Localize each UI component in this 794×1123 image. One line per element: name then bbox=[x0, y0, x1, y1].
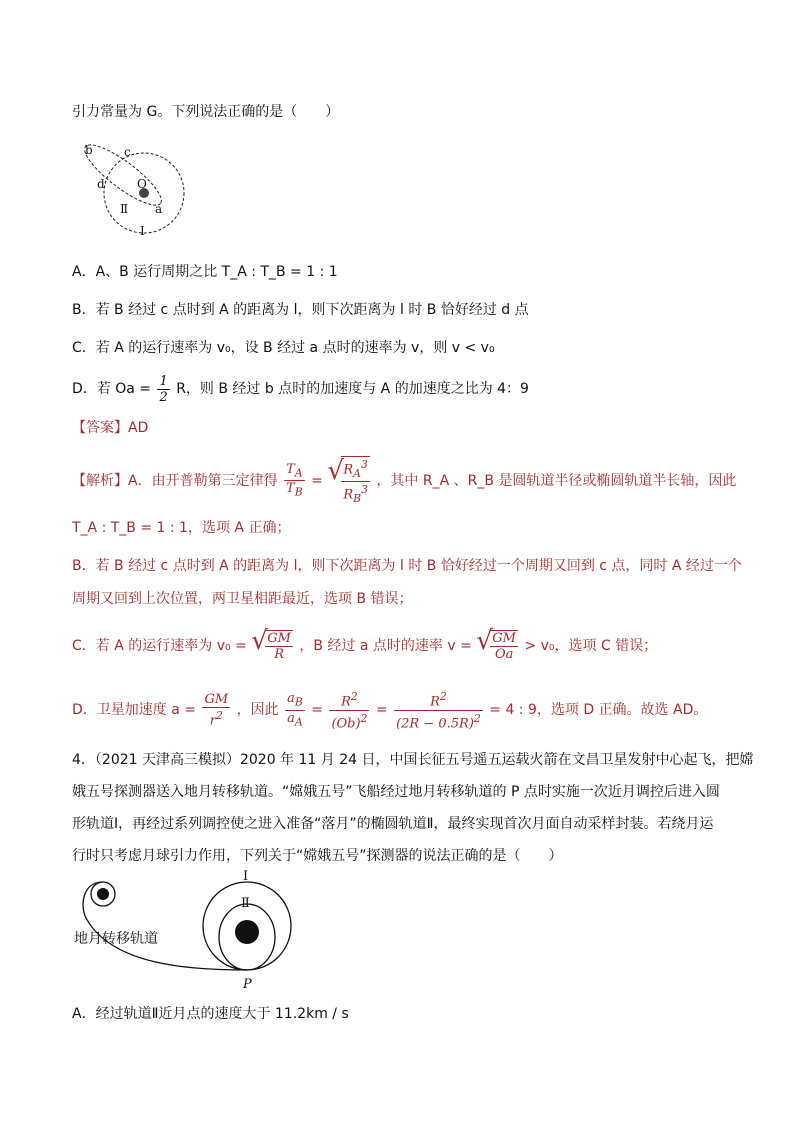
label-orbit-II-q4: Ⅱ bbox=[241, 896, 250, 911]
label-a: a bbox=[155, 202, 163, 216]
analysis-B-line2: 周期又回到上次位置，两卫星相距最近，选项 B 错误； bbox=[72, 591, 413, 607]
answer: 【答案】AD bbox=[72, 420, 149, 436]
question-stem-tail: 引力常量为 G。下列说法正确的是（ ） bbox=[72, 104, 340, 120]
label-b: b bbox=[85, 143, 93, 157]
q4-line1: 4．（2021 天津高三模拟）2020 年 11 月 24 日，中国长征五号遥五运载火箭在文昌卫星发射中心起飞，把嫦 bbox=[72, 752, 754, 768]
analysis-D-line: D．卫星加速度 a = $\frac{GM}{r^2}$ ，因此 $\frac{a_B}{a_A}$ = $\frac{R^2}{(Ob)^2}$ = $\frac{R^2}{(2R - 0.5R)^2}$ = 4 : 9，选项 D 正确。故选 AD。 bbox=[72, 690, 708, 731]
analysis-C-pre: C．若 A 的运行速率为 v₀ = bbox=[72, 638, 247, 654]
q4-line3: 形轨道Ⅰ，再经过系列调控使之进入准备“落月”的椭圆轨道Ⅱ，最终实现首次月面自动采样封装。若绕月运 bbox=[72, 816, 714, 832]
option-B: B．若 B 经过 c 点时到 A 的距离为 l，则下次距离为 l 时 B 恰好经过 d 点 bbox=[72, 302, 529, 318]
ratio-2R-fraction: $\frac{R^2}{(2R - 0.5R)^2}$ bbox=[396, 690, 481, 731]
fraction-one-half: $\frac{1}{2}$ bbox=[159, 373, 168, 405]
analysis-A-line2: T_A : T_B = 1 : 1，选项 A 正确； bbox=[72, 520, 291, 536]
analysis-A-text: A．由开普勒第三定律得 bbox=[128, 472, 278, 489]
v0-sqrt: √ $\frac{GM}{R}$ bbox=[251, 626, 295, 666]
option-D bbox=[72, 372, 529, 406]
analysis-D-pre: D．卫星加速度 a = bbox=[72, 702, 196, 718]
analysis-A-line1: 【解析】A．由开普勒第三定律得 $\frac{T_A}{T_B}$ = √ $\frac{R_A^3}{R_B^3}$ ，其中 R_A 、R_B 是圆轨道半径或椭圆轨道半长轴，因此 bbox=[72, 456, 736, 506]
analysis-D-post: = 4 : 9，选项 D 正确。故选 AD。 bbox=[489, 702, 708, 718]
label-d: d bbox=[97, 177, 105, 191]
acceleration-ratio-fraction: $\frac{a_B}{a_A}$ bbox=[287, 690, 303, 729]
q4-line2: 娥五号探测器送入地月转移轨道。“嫦娥五号”飞船经过地月转移轨道的 P 点时实施一次近月调控后进入圆 bbox=[72, 784, 720, 800]
ratio-Ob-fraction: $\frac{R^2}{(Ob)^2}$ bbox=[331, 690, 368, 731]
option-C: C．若 A 的运行速率为 v₀，设 B 经过 a 点时的速率为 v，则 v < v₀ bbox=[72, 340, 495, 356]
analysis-A-mid: ，其中 R_A 、R_B 是圆轨道半径或椭圆轨道半长轴，因此 bbox=[376, 472, 737, 489]
v-sqrt: √ $\frac{GM}{Oa}$ bbox=[476, 626, 520, 666]
radius-ratio-sqrt: √ $\frac{R_A^3}{R_B^3}$ bbox=[327, 456, 372, 506]
option-A: A．A、B 运行周期之比 T_A : T_B = 1 : 1 bbox=[72, 264, 338, 280]
analysis-D-mid: ，因此 bbox=[236, 702, 279, 718]
q4-option-A: A．经过轨道Ⅱ近月点的速度大于 11.2km / s bbox=[72, 1006, 349, 1022]
analysis-B-line1: B．若 B 经过 c 点时到 A 的距离为 l，则下次距离为 l 时 B 恰好经过一个周期又回到 c 点，同时 A 经过一个 bbox=[72, 558, 742, 574]
analysis-C-post: > v₀，选项 C 错误； bbox=[524, 638, 658, 654]
label-c: c bbox=[124, 145, 131, 159]
analysis-tag: 【解析】 bbox=[72, 472, 128, 489]
orbit-figure-q4 bbox=[72, 866, 332, 994]
option-D-suffix: R，则 B 经过 b 点时的加速度与 A 的加速度之比为 4：9 bbox=[176, 381, 529, 397]
label-orbit-I: Ⅰ bbox=[140, 224, 145, 238]
q4-line4: 行时只考虑月球引力作用，下列关于“嫦娥五号”探测器的说法正确的是（ ） bbox=[72, 848, 563, 864]
label-orbit-II: Ⅱ bbox=[120, 202, 129, 216]
option-D-prefix: D．若 Oa = bbox=[72, 381, 152, 397]
label-P: P bbox=[243, 977, 252, 992]
label-O: O bbox=[137, 177, 147, 191]
orbit-figure-q3 bbox=[78, 140, 190, 240]
acceleration-fraction: $\frac{GM}{r^2}$ bbox=[204, 691, 229, 729]
label-orbit-I-q4: Ⅰ bbox=[243, 869, 249, 884]
analysis-C-mid: ，B 经过 a 点时的速率 v = bbox=[299, 638, 472, 654]
analysis-C-line bbox=[72, 626, 657, 666]
label-transfer-orbit: 地月转移轨道 bbox=[74, 931, 158, 947]
period-ratio-fraction: $\frac{T_A}{T_B}$ bbox=[286, 461, 303, 500]
